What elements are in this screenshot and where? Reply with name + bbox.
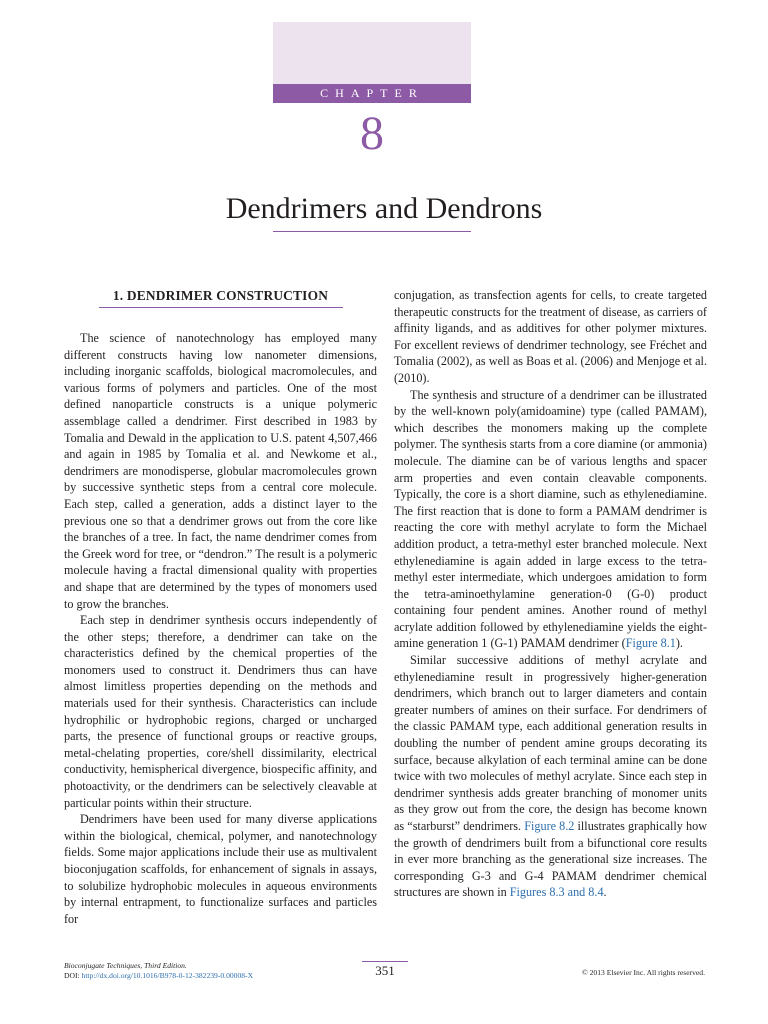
right-column	[394, 287, 707, 901]
paragraph-text: ).	[675, 636, 683, 651]
copyright: © 2013 Elsevier Inc. All rights reserved.	[581, 968, 705, 977]
chapter-number: 8	[360, 107, 384, 160]
section-heading-rule	[99, 307, 343, 308]
paragraph	[394, 652, 707, 901]
paragraph-text: The synthesis and structure of a dendrimer can be illustrated by the well-known poly(amidoamine) type (called PAMAM), which describes the monomers making up the complete polymer. The synthesis starts from a core diamine (or ammonia) molecule. The diamine can be of various lengths and spacer arm properties and even contain cleavable components. Typically, the core is a short diamine, such as ethylenediamine. The first reaction that is done to form a PAMAM dendrimer is reacting the core with methyl acrylate to form the Michael addition product, a tetra-methyl ester branched molecule. Next ethylenediamine is again added in large excess to the tetra-methyl ester intermediate, which undergoes amidation to form the tetra-aminoethylamine generation-0 (G-0) product containing four pendent amines. Another round of methyl acrylate addition followed by ethylenediamine yields the eight-amine generation 1 (G-1) PAMAM dendrimer (	[394, 387, 707, 651]
paragraph	[394, 387, 707, 653]
paragraph: Dendrimers have been used for many diverse applications within the biological, chemical, polymer, and nanotechnology fields. Some major applications include their use as multivalent bioconjugation scaffolds, for enhancement of signals in assays, to solubilize hydrophobic molecules in aqueous environments by internal entrapment, to functionalize surfaces and particles for	[64, 812, 377, 926]
chapter-label: CHAPTER	[273, 84, 471, 103]
left-column	[64, 287, 377, 927]
section-heading-text: 1. DENDRIMER CONSTRUCTION	[112, 288, 329, 303]
page-number: 351	[375, 963, 395, 978]
paragraph: The science of nanotechnology has employed many different constructs having low nanometer dimensions, including inorganic scaffolds, biological macromolecules, and various forms of polymers and particles. One of the most defined nanoparticle constructs is a unique polymeric assemblage called a dendrimer. First described in 1983 by Tomalia and Dewald in the application to U.S. patent 4,507,466 and again in 1985 by Tomalia et al. and Newkome et al., dendrimers are monodisperse, globular macromolecules grown by successive synthetic steps from a central core molecule. Each step, called a generation, adds a distinct layer to the previous one so that a dendrimer grows out from the core like the branches of a tree. In fact, the name dendrimer comes from the Greek word for tree, or “dendron.” The result is a polymeric molecule having a fractal dimensional quality with properties and shape that are determined by the types of monomers used to grow the branches.	[64, 331, 377, 611]
doi-line	[64, 971, 253, 981]
title-divider	[273, 231, 471, 232]
paragraph-text: Similar successive additions of methyl acrylate and ethylenediamine result in progressively higher-generation dendrimers, which branch out to larger diameters and contain greater numbers of amines on their surface. For dendrimers of the classic PAMAM type, each additional generation results in doubling the number of pendent amine groups decorating its surface, because alkylation of each terminal amine can be done twice with two molecules of methyl acrylate. Since each step in dendrimer synthesis adds greater branching of monomer units as they grow out from the core, the design has become known as “starburst” dendrimers.	[394, 653, 707, 833]
doi-label: DOI:	[64, 971, 82, 980]
paragraph-text: illustrates graphically how the growth of dendrimers built from a bifunctional core results in ever more branching as the generational size increases. The corresponding G-3 and G-4 PAMAM dendrimer chemical structures are shown in	[394, 819, 707, 900]
figure-link[interactable]: Figures 8.3 and 8.4	[509, 885, 604, 900]
paragraph-text: .	[603, 885, 607, 900]
footer-citation	[64, 961, 253, 981]
section-heading	[64, 287, 377, 308]
figure-link[interactable]: Figure 8.2	[524, 819, 575, 833]
doi-link[interactable]: http://dx.doi.org/10.1016/B978-0-12-382239-0.00008-X	[81, 971, 254, 980]
figure-link[interactable]: Figure 8.1	[625, 636, 676, 651]
chapter-header-box	[273, 22, 471, 84]
chapter-title: Dendrimers and Dendrons	[225, 192, 543, 225]
page-number-rule	[362, 961, 408, 962]
book-title: Bioconjugate Techniques, Third Edition.	[64, 961, 187, 970]
paragraph: conjugation, as transfection agents for cells, to create targeted therapeutic constructs for the treatment of disease, as carriers of affinity ligands, and as additives for other polymer mixtures. For excellent reviews of dendrimer technology, see Fréchet and Tomalia (2002), as well as Boas et al. (2006) and Menjoge et al. (2010).	[394, 288, 707, 385]
paragraph: Each step in dendrimer synthesis occurs independently of the other steps; therefore, a dendrimer can take on the characteristics defined by the chemical properties of the monomers used to construct it. Dendrimers thus can have almost limitless properties depending on the methods and materials used for their synthesis. Characteristics can include hydrophilic or hydrophobic regions, charged or uncharged parts, the presence of functional groups or reactive groups, metal-chelating properties, core/shell dissimilarity, electrical conductivity, hemispherical divergence, biospecific affinity, and photoactivity, or the dendrimers can be selectively cleavable at particular points within their structure.	[64, 613, 377, 810]
